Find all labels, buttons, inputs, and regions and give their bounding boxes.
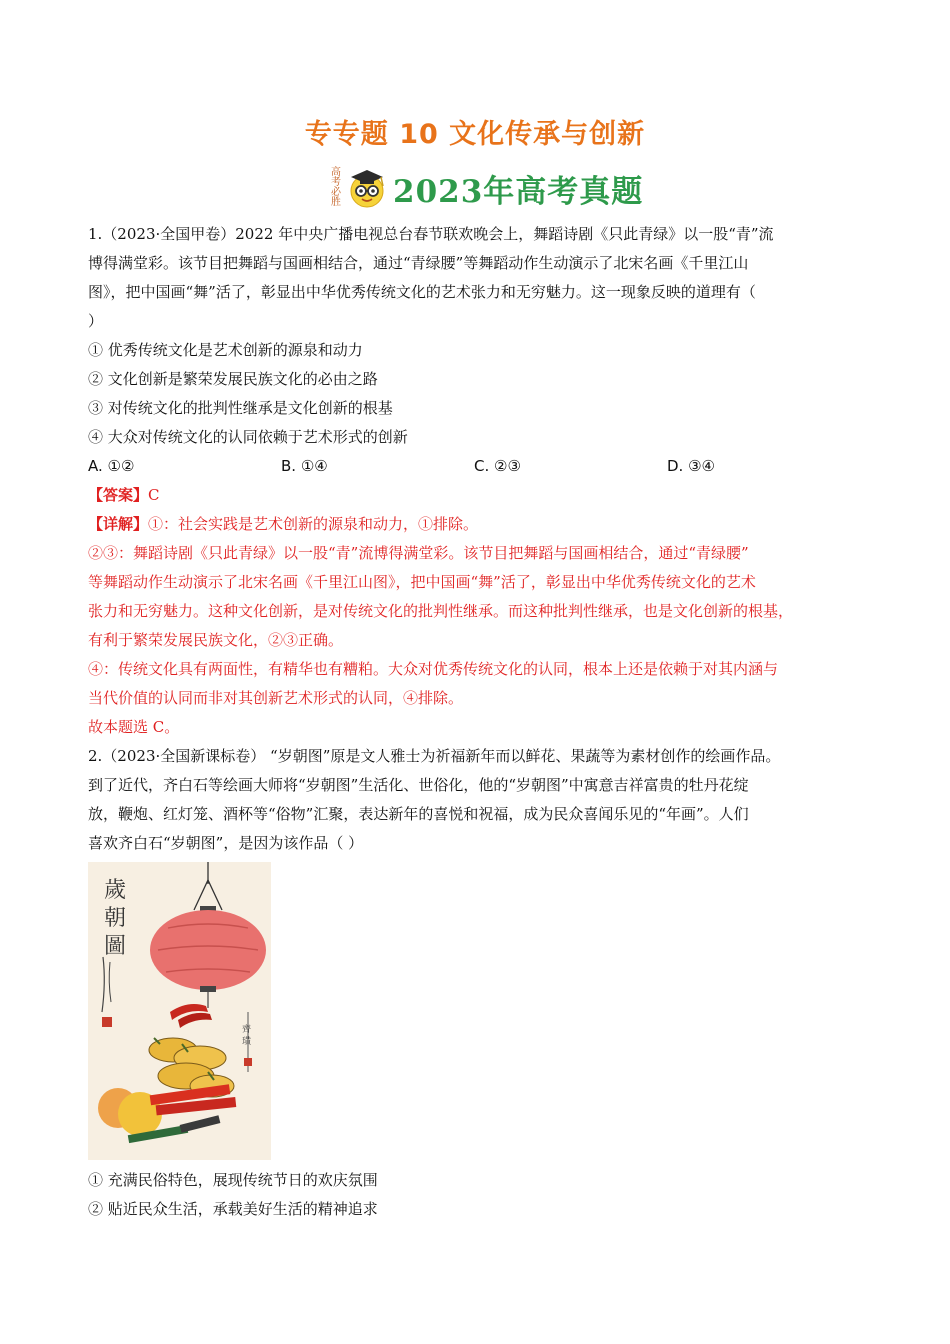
document-body bbox=[88, 220, 863, 1224]
detail-label: 【详解】 bbox=[88, 515, 149, 533]
question-text-line: 到了近代，齐白石等绘画大师将“岁朝图”生活化、世俗化，他的“岁朝图”中寓意吉祥富贵的牡丹花绽 bbox=[88, 776, 749, 794]
option-a: A. ①② bbox=[88, 457, 135, 475]
question-text-line: 1.（2023·全国甲卷）2022 年中央广播电视总台春节联欢晚会上，舞蹈诗剧《只此青绿》以一股“青”流 bbox=[88, 225, 774, 243]
question-text-line: 博得满堂彩。该节目把舞蹈与国画相结合，通过“青绿腰”等舞蹈动作生动演示了北宋名画《千里江山 bbox=[88, 254, 749, 272]
question-1 bbox=[88, 220, 863, 742]
statement-item: ② 贴近民众生活，承载美好生活的精神追求 bbox=[88, 1200, 378, 1218]
answer-value: C bbox=[148, 486, 160, 504]
option-d: D. ③④ bbox=[667, 457, 715, 475]
detail-text-line: 当代价值的认同而非对其创新艺术形式的认同，④排除。 bbox=[88, 689, 464, 707]
svg-text:齊: 齊 bbox=[242, 1025, 252, 1035]
answer-options bbox=[88, 452, 863, 481]
detail-text-line: 有利于繁荣发展民族文化，②③正确。 bbox=[88, 631, 344, 649]
detail-text-line: ④：传统文化具有两面性，有精华也有糟粕。大众对优秀传统文化的认同，根本上还是依赖于对其内涵与 bbox=[88, 660, 779, 678]
option-b: B. ①④ bbox=[281, 457, 328, 475]
statement-item: ① 优秀传统文化是艺术创新的源泉和动力 bbox=[88, 341, 363, 359]
suichao-painting-image bbox=[88, 862, 271, 1160]
banner-title: 2023年高考真题 bbox=[393, 173, 644, 210]
detail-text-line: 张力和无穷魅力。这种文化创新，是对传统文化的批判性继承。而这种批判性继承，也是文化创新的根基， bbox=[88, 602, 794, 620]
statement-item: ④ 大众对传统文化的认同依赖于艺术形式的创新 bbox=[88, 428, 408, 446]
question-text-line: ） bbox=[88, 312, 104, 330]
question-text-line: 图》，把中国画“舞”活了，彰显出中华优秀传统文化的艺术张力和无穷魅力。这一现象反映的道理有（ bbox=[88, 283, 756, 301]
question-2 bbox=[88, 742, 863, 1224]
detail-text-line: 等舞蹈动作生动演示了北宋名画《千里江山图》，把中国画“舞”活了，彰显出中华优秀传统文化的艺术 bbox=[88, 573, 756, 591]
exam-banner bbox=[0, 160, 950, 216]
answer-label: 【答案】 bbox=[88, 486, 149, 504]
painting-title-char: 圖 bbox=[104, 934, 127, 959]
painting-title-char: 歲 bbox=[104, 878, 127, 903]
option-c: C. ②③ bbox=[474, 457, 521, 475]
question-text-line: 放，鞭炮、红灯笼、酒杯等“俗物”汇聚，表达新年的喜悦和祝福，成为民众喜闻乐见的“年画”。人们 bbox=[88, 805, 749, 823]
question-text-line: 喜欢齐白石“岁朝图”，是因为该作品（ ） bbox=[88, 834, 364, 852]
svg-text:璜: 璜 bbox=[242, 1037, 252, 1047]
statement-item: ③ 对传统文化的批判性继承是文化创新的根基 bbox=[88, 399, 393, 417]
conclusion-line: 故本题选 C。 bbox=[88, 718, 180, 736]
document-title: 专专题 10 文化传承与创新 bbox=[304, 119, 646, 150]
banner-tag: 高考必胜 bbox=[331, 167, 341, 208]
statement-item: ② 文化创新是繁荣发展民族文化的必由之路 bbox=[88, 370, 378, 388]
detail-text-line: ②③：舞蹈诗剧《只此青绿》以一股“青”流博得满堂彩。该节目把舞蹈与国画相结合，通过“青绿腰” bbox=[88, 544, 749, 562]
detail-line bbox=[88, 510, 863, 539]
statement-item: ① 充满民俗特色，展现传统节日的欢庆氛围 bbox=[88, 1171, 378, 1189]
answer-line bbox=[88, 481, 863, 510]
painting-title-char: 朝 bbox=[104, 906, 127, 931]
question-text-line: 2.（2023·全国新课标卷） “岁朝图”原是文人雅士为祈福新年而以鲜花、果蔬等为素材创作的绘画作品。 bbox=[88, 747, 781, 765]
detail-text: ①：社会实践是艺术创新的源泉和动力，①排除。 bbox=[148, 515, 479, 533]
graduate-mascot-icon bbox=[345, 166, 389, 210]
